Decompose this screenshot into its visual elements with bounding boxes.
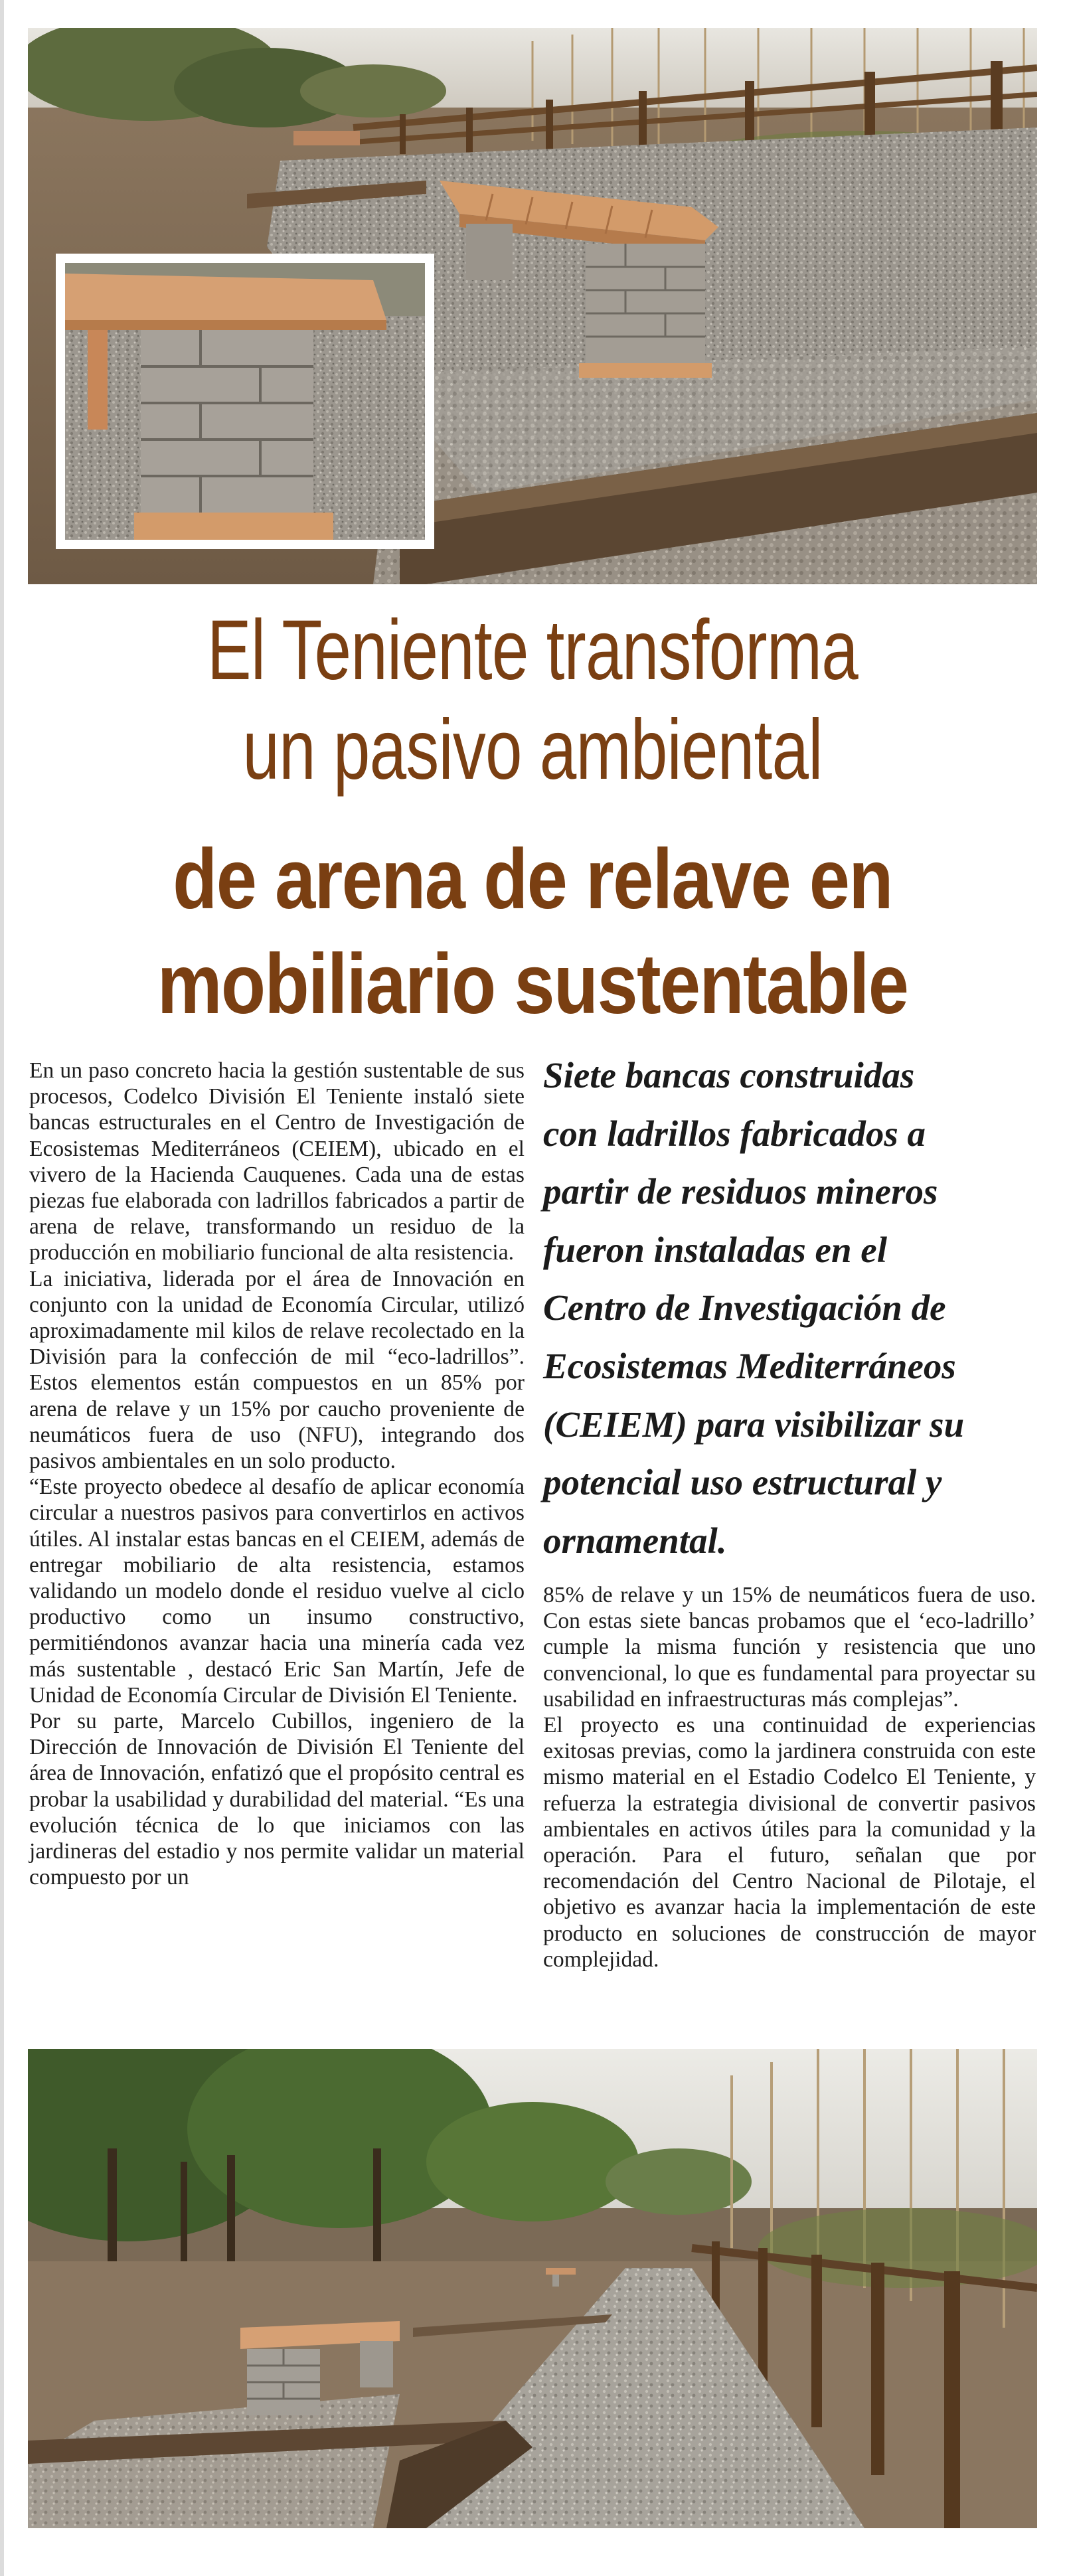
paragraph-5: 85% de relave y un 15% de neumáticos fuera de uso. Con estas siete bancas probamos que el ‘eco-ladrillo’ cumple la misma función y resistencia que uno convencional, lo que es fundamental para proyectar su usabilidad en infraestructuras más complejas”. [543,1583,1036,1712]
pull-quote-line: Centro de Investigación de [543,1287,946,1328]
bottom-photo-garden-path-benches [28,2049,1037,2528]
paragraph-6: El proyecto es una continuidad de experiencias exitosas previas, como la jardinera construida con este mismo material en el Estadio Codelco El Teniente, y refuerza la estrategia divisional de convertir pasivos ambientales en activos útiles para la comunidad y la operación. Para el futuro, señalan que por recomendación del Centro Nacional de Pilotaje, el objetivo es avanzar hacia la implementación de este producto en soluciones de construcción de mayor complejidad. [543,1713,1036,1972]
paragraph-1: En un paso concreto hacia la gestión sustentable de sus procesos, Codelco División El Teniente instaló siete bancas estructurales en el Centro de Investigación de Ecosistemas Mediterráneos (CEIEM), ubicado en el vivero de la Hacienda Cauquenes. Cada una de estas piezas fue elaborada con ladrillos fabricados a partir de arena de relave, transformando un residuo de la producción en mobiliario funcional de alta resistencia. [29,1058,525,1265]
headline-line-2: un pasivo ambiental [242,702,823,797]
headline-line-4: mobiliario sustentable [157,937,908,1032]
article-right-column [543,1582,1036,1972]
pull-quote-line: Siete bancas construidas [543,1055,915,1095]
article-left-column [29,1058,525,1891]
top-photo-bench-gravel-path [28,28,1037,584]
pull-quote-line: con ladrillos fabricados a [543,1113,926,1154]
paragraph-3: “Este proyecto obedece al desafío de aplicar economía circular a nuestros pasivos para convertirlos en activos útiles. Al instalar estas bancas en el CEIEM, además de entregar mobiliario de alta resistencia, estamos validando un modelo donde el residuo vuelve al ciclo productivo como un insumo constructivo, permitiéndonos avanzar hacia una minería cada vez más sustentable , destacó Eric San Martín, Jefe de Unidad de Economía Circular de División El Teniente. [29,1475,525,1708]
paragraph-4: Por su parte, Marcelo Cubillos, ingeniero de la Dirección de Innovación de División El Teniente del área de Innovación, enfatizó que el propósito central es probar la usabilidad y durabilidad del material. “Es una evolución técnica de lo que iniciamos con las jardineras del estadio y nos permite validar un material compuesto por un [29,1709,525,1890]
pull-quote-line: fueron instaladas en el [543,1229,887,1270]
pull-quote-line: potencial uso estructural y [543,1462,942,1503]
page-edge-rule [0,0,4,2576]
headline-line-3: de arena de relave en [173,832,892,927]
pull-quote-line: ornamental. [543,1520,727,1561]
paragraph-2: La iniciativa, liderada por el área de Innovación en conjunto con la unidad de Economía Circular, utilizó aproximadamente mil kilos de relave recolectado en la División para la confección de mil “eco-ladrillos”. Estos elementos están compuestos en un 85% por arena de relave y un 15% por caucho proveniente de neumáticos fuera de uso (NFU), integrando dos pasivos ambientales en un solo producto. [29,1266,525,1474]
pull-quote-line: Ecosistemas Mediterráneos [543,1345,956,1386]
pull-quote-line: partir de residuos mineros [543,1171,938,1212]
pull-quote-line: (CEIEM) para visibilizar su [543,1404,965,1445]
pull-quote [543,1046,1048,1570]
headline-line-1: El Teniente transforma [207,603,858,698]
